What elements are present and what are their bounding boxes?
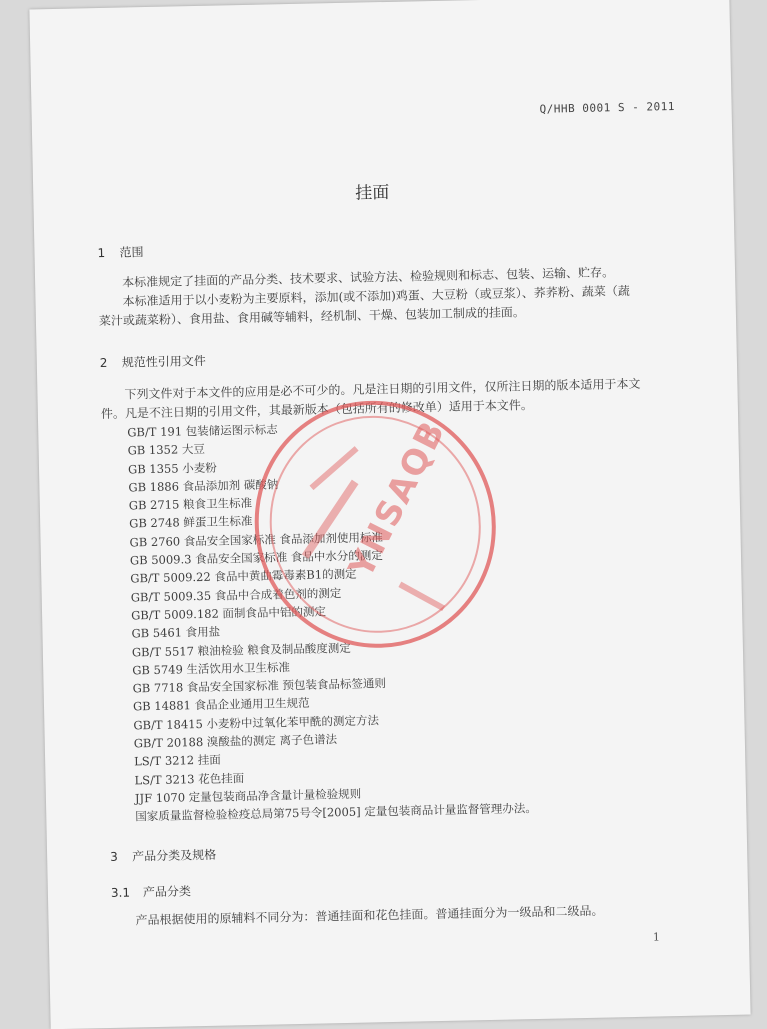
scope-line-3: 菜汁或蔬菜粉）、食用盐、食用碱等辅料，经机制、干燥、包装加工制成的挂面。 — [98, 305, 526, 329]
reference-item: GB/T 20188 溴酸盐的测定 离子色谱法 — [133, 732, 338, 751]
reference-item: 国家质量监督检验检疫总局第75号令[2005] 定量包装商品计量监督管理办法。 — [135, 801, 537, 824]
references-intro-line-2: 件。凡是不注日期的引用文件，其最新版本（包括所有的修改单）适用于本文件。 — [100, 397, 533, 422]
document-page — [29, 0, 750, 1029]
standard-code: Q/HHB 0001 S - 2011 — [539, 99, 676, 116]
scope-paragraph — [98, 261, 699, 331]
reference-item: GB/T 5009.35 食品中合成着色剂的测定 — [130, 585, 342, 605]
references-intro-line-1: 下列文件对于本文件的应用是必不可少的。凡是注日期的引用文件，仅所注日期的版本适用于本文 — [124, 376, 641, 402]
section-title: 范围 — [119, 245, 144, 260]
reference-item: GB 1886 食品添加剂 碳酸钠 — [128, 477, 279, 495]
reference-item: GB 14881 食品企业通用卫生规范 — [132, 696, 310, 714]
reference-item: GB/T 5009.182 面制食品中铝的测定 — [130, 604, 327, 623]
document-title: 挂面 — [355, 182, 390, 204]
section-heading-references — [100, 352, 206, 371]
reference-item: GB 1355 小麦粉 — [127, 460, 217, 477]
reference-item: GB/T 5517 粮油检验 粮食及制品酸度测定 — [131, 640, 351, 659]
section-number: 3.1 — [110, 885, 131, 900]
classification-text: 产品根据使用的原辅料不同分为：普通挂面和花色挂面。普通挂面分为一级品和二级品。 — [135, 903, 604, 928]
scope-line-2: 本标准适用于以小麦粉为主要原料，添加(或不添加)鸡蛋、大豆粉（或豆浆）、荞荞粉、蔬菜（蔬 — [122, 283, 630, 309]
section-number: 2 — [99, 355, 108, 371]
scope-line-1: 本标准规定了挂面的产品分类、技术要求、试验方法、检验规则和标志、包装、运输、贮存。 — [121, 265, 615, 290]
reference-item: JJF 1070 定量包装商品净含量计量检验规则 — [134, 786, 362, 806]
reference-item: GB 5009.3 食品安全国家标准 食品中水分的测定 — [129, 548, 383, 568]
reference-item: GB 1352 大豆 — [127, 442, 206, 458]
reference-item: GB 5461 食用盐 — [131, 624, 221, 641]
section-heading-scope — [97, 243, 143, 261]
company-seal — [243, 392, 508, 657]
subsection-heading-product-classification — [111, 882, 191, 901]
section-heading-classification — [110, 846, 216, 865]
section-title: 产品分类及规格 — [132, 847, 217, 864]
classification-paragraph — [111, 899, 711, 931]
section-number: 1 — [97, 245, 106, 261]
page-number: 1 — [652, 930, 661, 944]
reference-item: GB/T 191 包装储运图示标志 — [127, 422, 278, 440]
reference-item: GB/T 18415 小麦粉中过氧化苯甲酰的测定方法 — [133, 713, 380, 733]
section-number: 3 — [110, 849, 118, 864]
reference-item: GB 2715 粮食卫生标准 — [128, 496, 253, 513]
section-title: 产品分类 — [142, 884, 192, 900]
reference-item: GB 2748 鲜蛋卫生标准 — [129, 514, 253, 531]
reference-item: LS/T 3213 花色挂面 — [134, 770, 245, 788]
reference-item: GB 2760 食品安全国家标准 食品添加剂使用标准 — [129, 529, 384, 550]
section-title: 规范性引用文件 — [121, 353, 206, 370]
reference-item: LS/T 3212 挂面 — [134, 752, 221, 769]
reference-item: GB 5749 生活饮用水卫生标准 — [132, 659, 291, 678]
seal-text: YNSAQB — [341, 413, 454, 585]
reference-item: GB/T 5009.22 食品中黄曲霉毒素B1的测定 — [130, 567, 357, 586]
reference-item: GB 7718 食品安全国家标准 预包装食品标签通则 — [132, 676, 387, 696]
